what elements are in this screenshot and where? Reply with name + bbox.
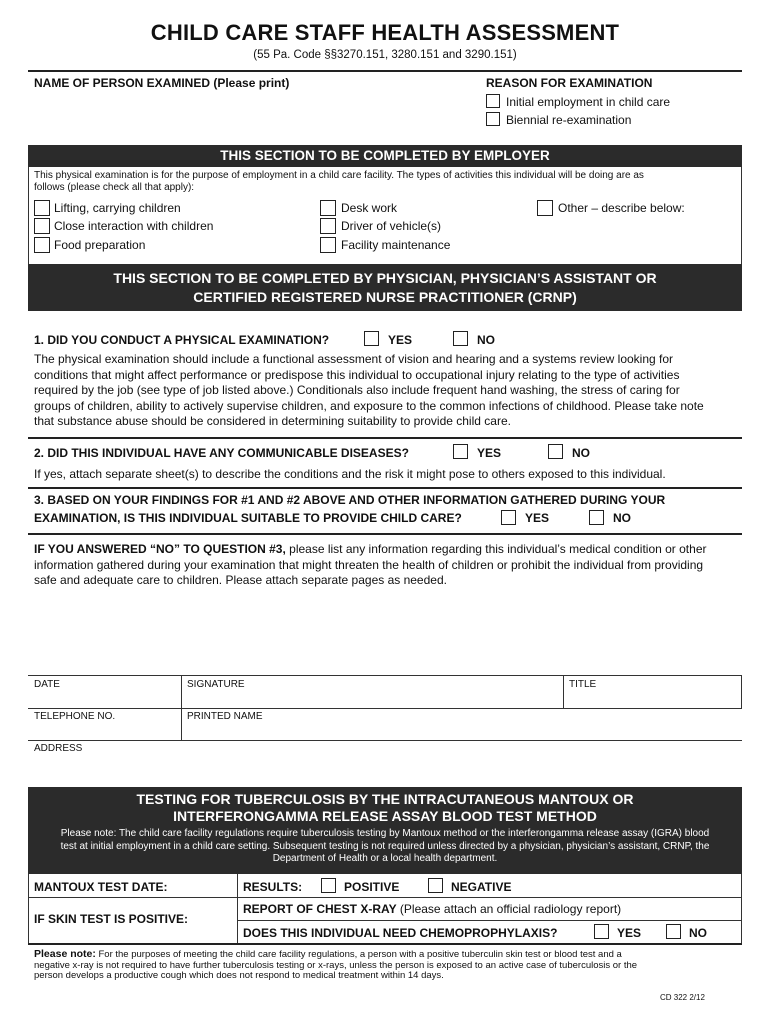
sig-bottom-line <box>28 740 742 741</box>
q1-text-line: The physical examination should include a functional assessment of vision and hearing and a systems review looking for <box>34 352 674 366</box>
if-positive-label: IF SKIN TEST IS POSITIVE: <box>34 912 189 926</box>
lifting-label: Lifting, carrying children <box>54 201 181 215</box>
footer-note-bold: Please note: <box>34 948 96 960</box>
top-rule <box>28 70 742 72</box>
address-field[interactable] <box>34 755 740 777</box>
negative-checkbox[interactable] <box>428 878 443 893</box>
tb-note-line: test at initial employment in a child care setting. Subsequent testing is not required unless directed by a physician, physician’s assistant, CRNP, the <box>60 840 710 852</box>
sig-top-line <box>28 675 742 676</box>
printed-name-label: PRINTED NAME <box>187 711 263 722</box>
tb-left-border <box>28 874 29 944</box>
name-label: NAME OF PERSON EXAMINED (Please print) <box>34 76 290 90</box>
q1-text-line: groups of children, ability to actively supervise children, and exposure to the common infections of childhood. Please take note <box>34 398 704 413</box>
maintenance-label: Facility maintenance <box>341 238 451 252</box>
tb-note-line: Department of Health or a local health department. <box>272 853 498 864</box>
signature-label: SIGNATURE <box>187 679 245 690</box>
tb-right-border <box>741 874 742 944</box>
footer-note <box>34 949 637 982</box>
tb-heading-line-1: TESTING FOR TUBERCULOSIS BY THE INTRACUTANEOUS MANTOUX OR <box>136 791 634 807</box>
name-input-area[interactable] <box>34 94 474 130</box>
biennial-label: Biennial re-examination <box>506 113 632 127</box>
if-no-line-2: information gathered during your examination that might threaten the health of children or prohibit the individual from providing <box>34 557 704 572</box>
q1-divider <box>28 437 742 439</box>
tb-note <box>28 825 742 866</box>
physician-section-header <box>28 264 742 311</box>
footer-note-1: For the purposes of meeting the child care facility regulations, a person with a positive tuberculin skin test or blood test and a <box>95 949 622 960</box>
q3-no-checkbox[interactable] <box>589 510 604 525</box>
q3-no-label: NO <box>613 511 631 525</box>
q2-instructions: If yes, attach separate sheet(s) to describe the conditions and the risk it might pose to others exposed to this individual. <box>34 467 666 481</box>
q1-question: 1. DID YOU CONDUCT A PHYSICAL EXAMINATION? <box>34 333 330 347</box>
q1-yes-checkbox[interactable] <box>364 331 379 346</box>
sig-col-divider-1 <box>181 675 182 740</box>
physician-heading-line-1: THIS SECTION TO BE COMPLETED BY PHYSICIAN, PHYSICIAN’S ASSISTANT OR <box>113 270 657 286</box>
employer-intro-2: follows (please check all that apply): <box>34 182 195 193</box>
q3-question-line-1: 3. BASED ON YOUR FINDINGS FOR #1 AND #2 ABOVE AND OTHER INFORMATION GATHERED DURING YOUR <box>34 493 666 507</box>
form-code: CD 322 2/12 <box>660 993 705 1002</box>
biennial-checkbox[interactable] <box>486 112 500 126</box>
employer-section-header: THIS SECTION TO BE COMPLETED BY EMPLOYER <box>28 145 742 167</box>
food-prep-checkbox[interactable] <box>34 237 50 253</box>
printed-name-field[interactable] <box>187 722 737 738</box>
q3-question-line-2: EXAMINATION, IS THIS INDIVIDUAL SUITABLE TO PROVIDE CHILD CARE? <box>34 511 462 525</box>
chemo-no-label: NO <box>689 926 707 940</box>
xray-label <box>243 902 621 916</box>
q1-no-checkbox[interactable] <box>453 331 468 346</box>
maintenance-checkbox[interactable] <box>320 237 336 253</box>
employer-right-border <box>741 167 742 264</box>
tb-heading-line-2: INTERFERONGAMMA RELEASE ASSAY BLOOD TEST METHOD <box>173 808 597 824</box>
signature-field[interactable] <box>187 690 559 706</box>
xray-bold: REPORT OF CHEST X-RAY <box>243 902 397 916</box>
q1-yes-label: YES <box>388 333 413 347</box>
food-prep-label: Food preparation <box>54 238 146 252</box>
reason-label: REASON FOR EXAMINATION <box>486 76 653 90</box>
desk-work-checkbox[interactable] <box>320 200 336 216</box>
mantoux-date-label: MANTOUX TEST DATE: <box>34 880 168 894</box>
tb-row-line-1 <box>28 897 742 898</box>
employer-intro-1: This physical examination is for the purpose of employment in a child care facility. The types of activities this individual will be doing are as <box>34 170 644 181</box>
q3-yes-label: YES <box>525 511 550 525</box>
q3-yes-checkbox[interactable] <box>501 510 516 525</box>
tb-section-header <box>28 787 742 874</box>
title-label: TITLE <box>569 679 597 690</box>
xray-rest: (Please attach an official radiology report) <box>396 902 622 916</box>
chemo-no-checkbox[interactable] <box>666 924 681 939</box>
q1-text-line: conditions that might affect performance or predispose this individual to occupational injury relating to the type of activities <box>34 367 680 382</box>
form-title: CHILD CARE STAFF HEALTH ASSESSMENT <box>150 20 620 45</box>
footer-note-line-1 <box>34 949 637 961</box>
driver-checkbox[interactable] <box>320 218 336 234</box>
employer-left-border <box>28 167 29 264</box>
positive-label: POSITIVE <box>344 880 400 894</box>
if-no-instructions <box>34 542 707 589</box>
q2-yes-label: YES <box>477 446 502 460</box>
footer-note-line-3: person develops a productive cough which does not respond to medical treatment within 14 days. <box>34 970 444 981</box>
address-label: ADDRESS <box>34 743 83 754</box>
tb-note-line: Please note: The child care facility regulations require tuberculosis testing by Mantoux method or the interferongamma release assay (IGRA) blood <box>60 828 710 839</box>
initial-employment-label: Initial employment in child care <box>506 95 671 109</box>
q3-divider <box>28 533 742 535</box>
physician-heading-line-2: CERTIFIED REGISTERED NURSE PRACTITIONER (CRNP) <box>193 289 577 305</box>
sig-right-border <box>741 675 742 708</box>
telephone-field[interactable] <box>34 722 179 738</box>
q1-text-line: required by the job (see type of job listed above.) Conditionals also include frequent hand washing, the stress of caring for <box>34 383 680 397</box>
date-label: DATE <box>34 679 60 690</box>
sig-col-divider-2 <box>563 675 564 708</box>
q2-no-checkbox[interactable] <box>548 444 563 459</box>
chemo-yes-label: YES <box>617 926 642 940</box>
tb-row-line-2 <box>237 920 742 921</box>
results-label: RESULTS: <box>243 880 303 894</box>
other-label: Other – describe below: <box>558 201 685 215</box>
desk-work-label: Desk work <box>341 201 398 215</box>
date-field[interactable] <box>34 690 179 706</box>
footer-note-line-2: negative x-ray is not required to have further tuberculosis testing or x-rays, unless the person is exposed to an active case of tuberculosis or the <box>34 959 638 971</box>
q2-yes-checkbox[interactable] <box>453 444 468 459</box>
q1-no-label: NO <box>477 333 495 347</box>
if-no-line-3: safe and adequate care to children. Please attach separate pages as needed. <box>34 573 447 587</box>
driver-label: Driver of vehicle(s) <box>341 219 442 233</box>
positive-checkbox[interactable] <box>321 878 336 893</box>
sig-mid-line <box>28 708 742 709</box>
chemo-yes-checkbox[interactable] <box>594 924 609 939</box>
tb-col-divider <box>237 874 238 944</box>
form-subtitle: (55 Pa. Code §§3270.151, 3280.151 and 3290.151) <box>253 49 517 61</box>
close-interaction-checkbox[interactable] <box>34 218 50 234</box>
lifting-checkbox[interactable] <box>34 200 50 216</box>
telephone-label: TELEPHONE NO. <box>34 711 116 722</box>
q2-question: 2. DID THIS INDIVIDUAL HAVE ANY COMMUNICABLE DISEASES? <box>34 446 409 460</box>
if-no-line-1 <box>34 542 707 558</box>
chemo-question: DOES THIS INDIVIDUAL NEED CHEMOPROPHYLAXIS? <box>243 926 558 940</box>
other-checkbox[interactable] <box>537 200 553 216</box>
close-interaction-label: Close interaction with children <box>54 219 214 233</box>
q2-divider <box>28 487 742 489</box>
if-no-rest: please list any information regarding this individual’s medical condition or other <box>285 542 707 556</box>
title-field[interactable] <box>569 690 739 706</box>
q1-instructions <box>34 352 704 430</box>
q1-text-line: that substance abuse should be considered in determining suitability to provide child care. <box>34 414 511 428</box>
if-no-lead: IF YOU ANSWERED “NO” TO QUESTION #3, <box>34 542 286 556</box>
if-no-response-area[interactable] <box>34 592 740 672</box>
initial-employment-checkbox[interactable] <box>486 94 500 108</box>
negative-label: NEGATIVE <box>451 880 512 894</box>
q2-no-label: NO <box>572 446 590 460</box>
tb-bottom-line <box>28 943 742 945</box>
